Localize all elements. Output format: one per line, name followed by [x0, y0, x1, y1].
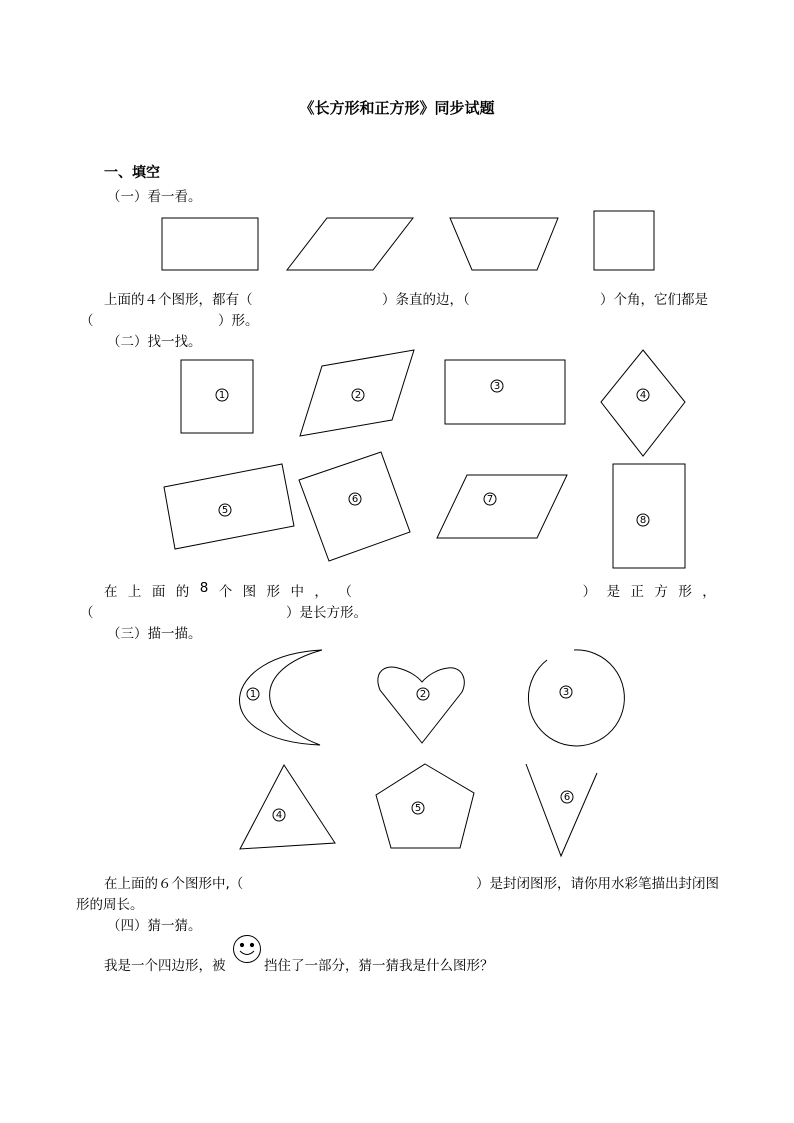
part4-sentence-after: 挡住了一部分，猜一猜我是什么图形？ [264, 958, 494, 974]
shape-5-pentagon [376, 764, 474, 848]
part2-label: （二）找一找。 [107, 334, 202, 350]
char: 图 [242, 584, 257, 600]
shape-2-heart [378, 667, 464, 743]
shape-3-rectangle [445, 360, 565, 424]
shape-2-number: 2 [354, 390, 362, 401]
char: 的 [175, 584, 190, 600]
shape-1-number: 1 [218, 390, 226, 401]
char: 形 [678, 584, 692, 600]
char: 个 [218, 584, 233, 600]
part4-label: （四）猜一猜。 [107, 918, 202, 934]
shape-1-square [181, 360, 253, 433]
char: 8 [199, 580, 209, 596]
p3-shape-4-number: 4 [275, 810, 283, 821]
part3-label: （三）描一描。 [107, 626, 202, 642]
p3-shape-3-number: 3 [562, 687, 570, 698]
rectangle-shape [162, 218, 258, 270]
char: 中 [290, 584, 304, 600]
shape-5-number: 5 [221, 505, 229, 516]
part1-line1-a: 上面的４个图形，都有（ [104, 292, 253, 308]
section-heading: 一、填空 [104, 165, 160, 181]
smiley-icon [234, 936, 261, 963]
char: 正 [630, 584, 644, 600]
shape-5-rectangle [164, 464, 294, 549]
square-shape [594, 211, 654, 270]
part1-line2-a: （ [80, 313, 94, 329]
part1-line1-c: ）个角，它们都是 [600, 292, 708, 308]
part2-line2-b: ）是长方形。 [286, 605, 367, 621]
shape-4-rhombus [601, 350, 685, 456]
char: ， [702, 584, 716, 600]
shape-6-open-v [526, 764, 597, 856]
char: 形 [266, 584, 281, 600]
part3-line2: 形的周长。 [76, 897, 144, 913]
shape-6-number: 6 [351, 494, 359, 505]
part4-sentence-before: 我是一个四边形，被 [104, 958, 226, 974]
parallelogram-shape [287, 218, 413, 270]
char: 上 [127, 584, 142, 600]
shape-7-parallelogram [437, 475, 567, 538]
part3-line1-a: 在上面的６个图形中,（ [104, 876, 244, 892]
char: 在 [104, 584, 118, 600]
p3-shape-6-number: 6 [563, 792, 571, 803]
char: 方 [654, 584, 668, 600]
part1-label: （一）看一看。 [107, 189, 202, 205]
part1-line1-b: ）条直的边，（ [382, 292, 470, 308]
shape-3-number: 3 [493, 381, 501, 392]
char: 面 [151, 584, 166, 600]
shape-8-rectangle [613, 464, 685, 568]
trapezoid-shape [450, 218, 558, 270]
p3-shape-5-number: 5 [414, 803, 422, 814]
page-title: 《长方形和正方形》同步试题 [299, 99, 495, 117]
shape-6-square [299, 452, 410, 561]
shape-7-number: 7 [486, 494, 494, 505]
part2-line2-a: （ [80, 605, 94, 621]
char: ， [314, 584, 328, 600]
shape-8-number: 8 [639, 515, 647, 526]
p3-shape-1-number: 1 [249, 689, 257, 700]
part1-line2-b: ）形。 [218, 313, 259, 329]
shape-4-number: 4 [639, 390, 647, 401]
shape-3-open-circle [528, 650, 624, 746]
p3-shape-2-number: 2 [419, 689, 427, 700]
char: 是 [606, 584, 621, 600]
shape-4-triangle [240, 765, 335, 849]
part3-line1-b: ）是封闭图形，请你用水彩笔描出封闭图 [476, 876, 719, 892]
char: （ [338, 584, 352, 600]
char: ） [582, 584, 597, 600]
